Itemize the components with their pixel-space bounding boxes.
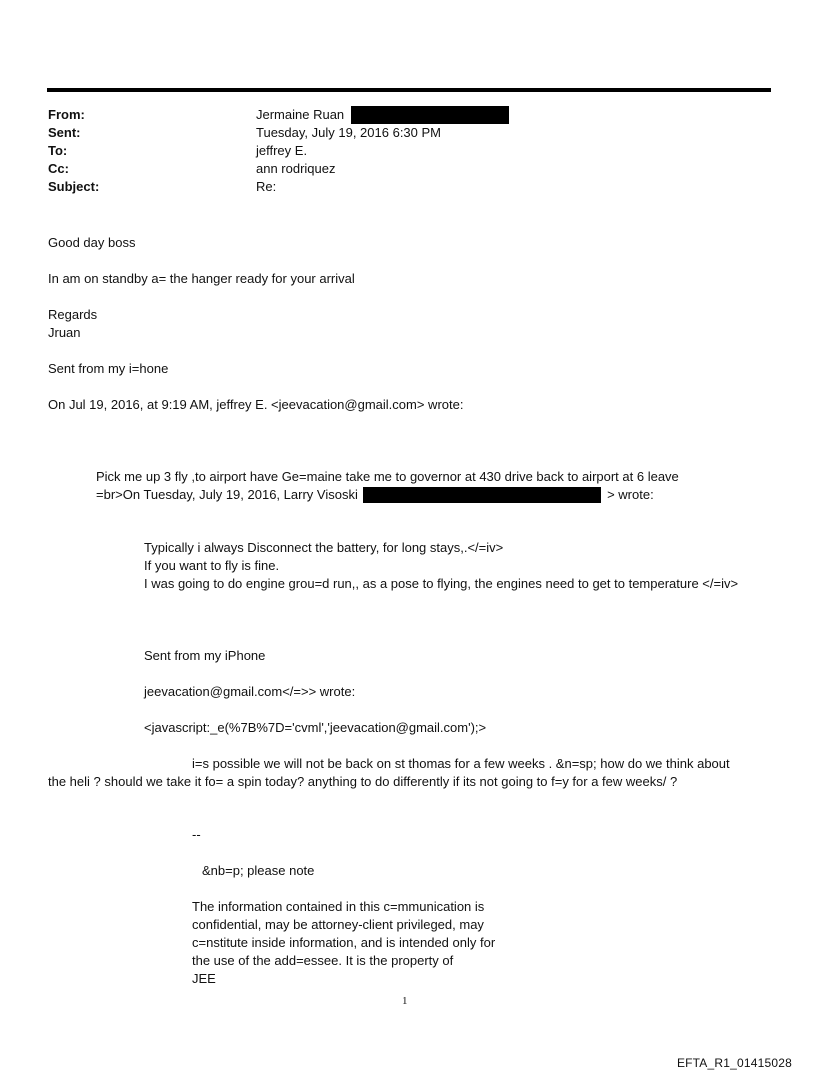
cc-value: ann rodriquez — [256, 161, 336, 176]
disclaimer-text2: confidential, may be attorney-client privileged, may — [192, 917, 484, 932]
quote2-sent-from: Sent from my iPhone — [144, 648, 266, 663]
quote2-email-line: jeevacation@gmail.com</=>> wrote: — [144, 684, 356, 699]
sent-from: Sent from my i=hone — [48, 361, 169, 376]
from-name: Jermaine Ruan — [256, 107, 345, 122]
subject-value: Re: — [256, 179, 277, 194]
redaction-box — [351, 106, 509, 124]
signature: Jruan — [48, 325, 81, 340]
quote2-line3: I was going to do engine grou=d run,, as a pose to flying, the engines need to get to temperature </=iv> — [144, 576, 739, 591]
body-line: In am on standby a= the hanger ready for your arrival — [48, 271, 355, 286]
greeting: Good day boss — [48, 235, 136, 250]
quote2-line2: If you want to fly is fine. — [144, 558, 280, 573]
cc-label: Cc: — [48, 161, 69, 176]
disclaimer-text5: JEE — [192, 971, 216, 986]
quote3-line2: the heli ? should we take it fo= a spin today? anything to do differently if its not going to f=y for a few weeks/ ? — [48, 774, 678, 789]
bates-number: EFTA_R1_01415028 — [676, 1056, 792, 1070]
disclaimer-text1: The information contained in this c=mmunication is — [192, 899, 485, 914]
regards: Regards — [48, 307, 98, 322]
to-label: To: — [48, 143, 68, 158]
quote3-line1: i=s possible we will not be back on st thomas for a few weeks . &n=sp; how do we think about — [192, 756, 730, 771]
to-value: jeffrey E. — [256, 143, 308, 158]
quote-intro: On Jul 19, 2016, at 9:19 AM, jeffrey E. <jeevacation@gmail.com> wrote: — [48, 397, 464, 412]
sent-label: Sent: — [48, 125, 81, 140]
subject-label: Subject: — [48, 179, 100, 194]
redaction-box — [363, 487, 601, 503]
email-header — [48, 106, 748, 206]
from-value — [256, 106, 509, 124]
quote1-line2-end: > wrote: — [607, 487, 654, 502]
disclaimer-dashes: -- — [192, 827, 201, 842]
disclaimer-text3: c=nstitute inside information, and is intended only for — [192, 935, 496, 950]
sent-value: Tuesday, July 19, 2016 6:30 PM — [256, 125, 441, 140]
quote1-line2 — [96, 486, 654, 504]
page-number: 1 — [402, 995, 408, 1007]
from-label: From: — [48, 107, 85, 122]
header-rule — [47, 88, 771, 92]
quote2-line1: Typically i always Disconnect the battery, for long stays,.</=iv> — [144, 540, 504, 555]
disclaimer-text4: the use of the add=essee. It is the property of — [192, 953, 454, 968]
quote1-line1: Pick me up 3 fly ,to airport have Ge=maine take me to governor at 430 drive back to airport at 6 leave — [96, 469, 679, 484]
quote1-line2-start: =br>On Tuesday, July 19, 2016, Larry Visoski — [96, 487, 358, 502]
quote2-js-line: <javascript:_e(%7B%7D='cvml','jeevacation@gmail.com');> — [144, 720, 487, 735]
disclaimer-please-note: &nb=p; please note — [202, 863, 315, 878]
